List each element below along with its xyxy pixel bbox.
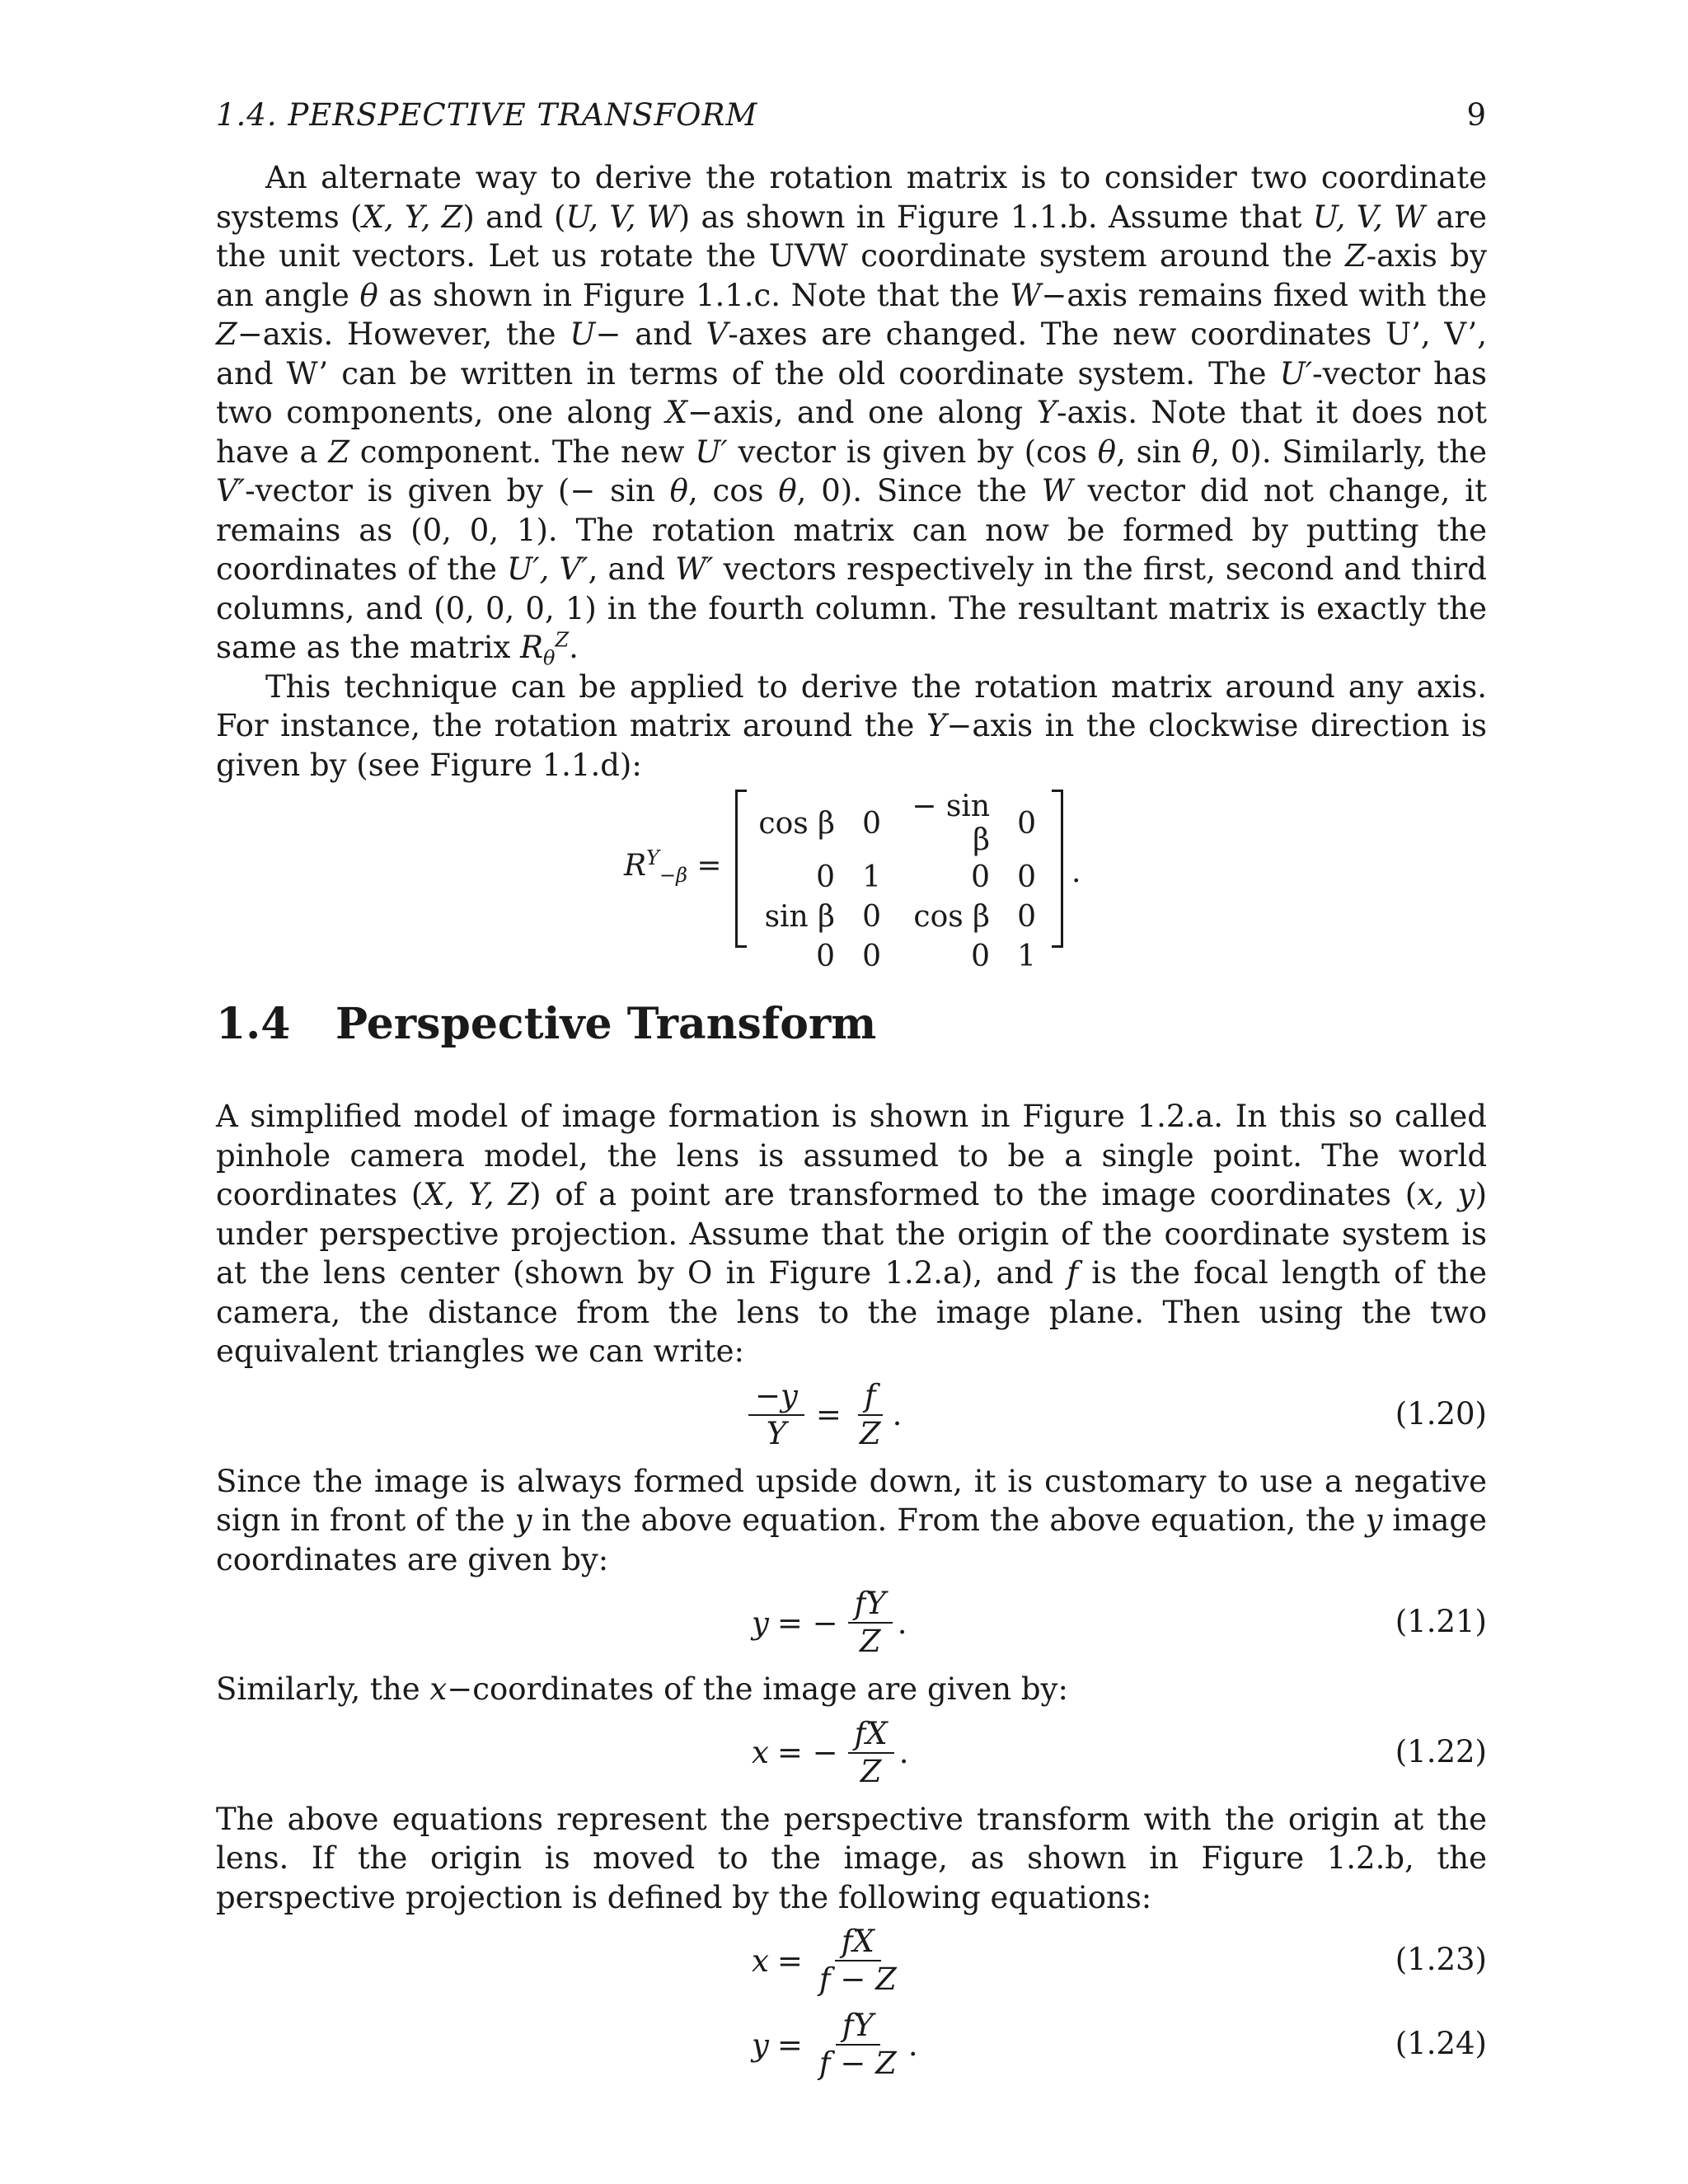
matrix-cell: 0 [816, 939, 835, 973]
equation-1-22: x = − $\frac{fX}{Z}$ . (1.22) [752, 1715, 1487, 1789]
page-number: 9 [1466, 97, 1487, 133]
matrix-cell: 1 [862, 860, 881, 894]
section-heading [216, 999, 1487, 1049]
matrix-cell: cos β [913, 899, 990, 934]
section-number: 1.4 [216, 999, 291, 1049]
equation-1-23: x = $\frac{fX}{f - Z}$ (1.23) [752, 1924, 1487, 1997]
equation-1-20: $\frac{-y}{Y}$ = $\frac{f}{Z}$ . (1.20) [216, 1371, 1487, 1462]
matrix-cell: 0 [1017, 860, 1036, 894]
matrix-cell: 1 [1017, 939, 1036, 973]
paragraph-rotation-any-axis: This technique can be applied to derive the rotation matrix around any axis. For instance, the rotation matrix around the Y−axis in the clockwise direction is given by (see Figure 1.1.d): [216, 668, 1487, 783]
matrix-cell: 0 [862, 939, 881, 973]
matrix-cell: 0 [1017, 806, 1036, 841]
page [216, 97, 1487, 2098]
matrix-row [748, 897, 1041, 936]
equation-1-21: y = − $\frac{fY}{Z}$ . (1.21) [752, 1586, 1487, 1659]
paragraph-negative-sign: Since the image is always formed upside down, it is customary to use a negative sign in front of the y in the above equation. From the above equation, the y image coordinates are given by: [216, 1463, 1487, 1577]
equation-number: (1.23) [1395, 1942, 1487, 1977]
matrix-cell: − sin β [912, 790, 990, 857]
matrix-cell: sin β [764, 899, 835, 934]
section-title: Perspective Transform [335, 999, 877, 1049]
matrix-cell: 0 [1017, 899, 1036, 934]
matrix-row [748, 790, 1041, 857]
paragraph-rotation-derivation: An alternate way to derive the rotation matrix is to consider two coordinate systems (X, Y, Z) and (U, V, W) as shown in Figure 1.1.b. Assume that U, V, W are the unit vectors. Let us rotate the UVW coordinate system around the Z-axis by an angle θ as shown in Figure 1.1.c. Note that the W−axis remains fixed with the Z−axis. However, the U− and V-axes are changed. The new coordinates U’, V’, and W’ can be written in terms of the old coordinate system. The U′-vector has two components, one along X−axis, and one along Y-axis. Note that it does not have a Z component. The new U′ vector is given by (cos θ, sin θ, 0). Similarly, the V′-vector is given by (− sin θ, cos θ, 0). Since the W vector did not change, it remains as (0, 0, 1). The rotation matrix can now be formed by putting the coordinates of the U′, V′, and W′ vectors respectively in the first, second and third columns, and (0, 0, 0, 1) in the fourth column. The resultant matrix is exactly the same as the matrix $R_\theta^Z$. [216, 160, 1488, 670]
matrix-period: . [1071, 855, 1081, 889]
equation-number: (1.22) [1395, 1733, 1487, 1769]
running-header [216, 97, 1487, 147]
paragraph-origin-moved: The above equations represent the perspective transform with the origin at the lens. If the origin is moved to the image, as shown in Figure 1.2.b, the perspective projection is defined by the following equations: [216, 1801, 1487, 1915]
equation-number: (1.21) [1395, 1604, 1487, 1639]
matrix-cell: cos β [758, 806, 835, 841]
paragraph-pinhole-model: A simplified model of image formation is shown in Figure 1.2.a. In this so called pinhole camera model, the lens is assumed to be a single point. The world coordinates (X, Y, Z) of a point are transformed to the image coordinates (x, y) under perspective projection. Assume that the origin of the coordinate system is at the lens center (shown by O in Figure 1.2.a), and f is the focal length of the camera, the distance from the lens to the image plane. Then using the two equivalent triangles we can write: [216, 1099, 1487, 1369]
matrix-cell: 0 [971, 939, 990, 973]
rotation-matrix-equation [216, 790, 1487, 973]
matrix-cell: 0 [816, 860, 835, 894]
rotation-matrix [735, 790, 1063, 973]
matrix-cell: 0 [971, 860, 990, 894]
matrix-row [748, 936, 1041, 976]
matrix-cell: 0 [862, 806, 881, 841]
matrix-row [748, 857, 1041, 897]
equation-number: (1.24) [1395, 2026, 1487, 2061]
matrix-lhs: $R^Y_{-\beta}$ = [624, 846, 722, 888]
equation-1-24: y = $\frac{fY}{f - Z}$ . (1.24) [752, 2008, 1487, 2081]
running-title: 1.4. PERSPECTIVE TRANSFORM [216, 97, 758, 133]
matrix-cell: 0 [862, 899, 881, 934]
equation-number: (1.20) [1395, 1395, 1487, 1432]
paragraph-x-coordinates: Similarly, the x−coordinates of the image are given by: [216, 1671, 1068, 1707]
